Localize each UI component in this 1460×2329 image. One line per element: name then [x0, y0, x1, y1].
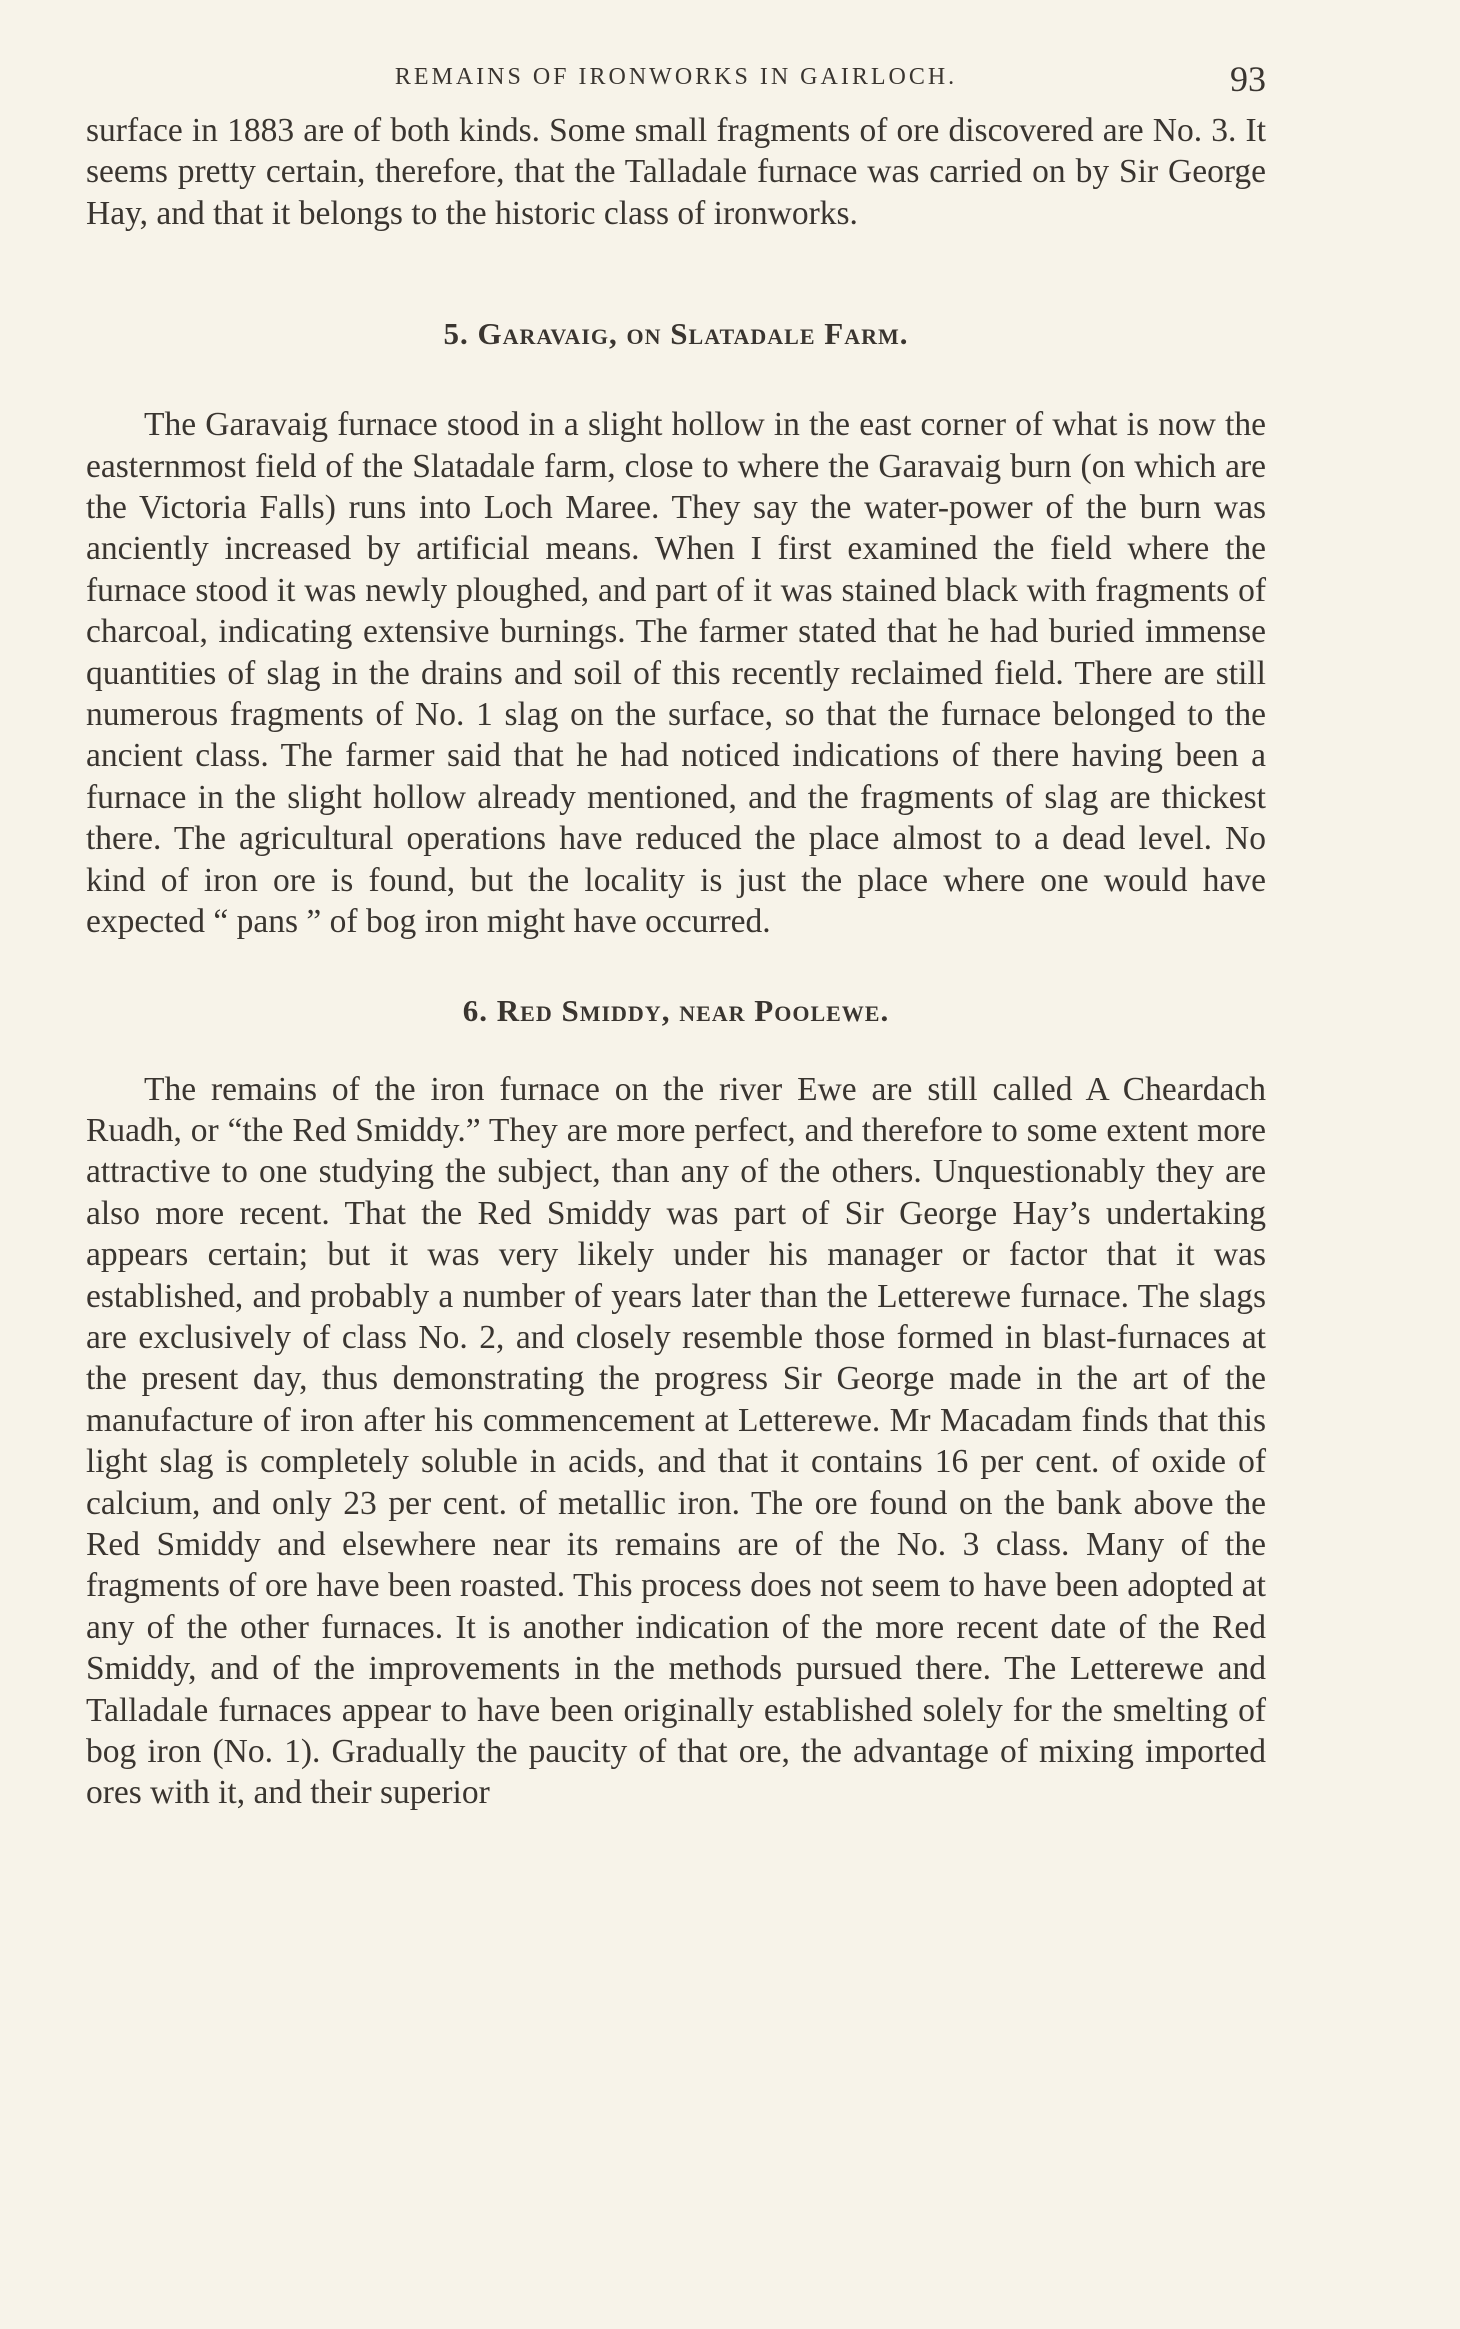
section-5-paragraph: The Garavaig furnace stood in a slight hollow in the east corner of what is now the easternmost field of the Slatadale farm, close to where the Garavaig burn (on which are the Victoria Falls) runs into Loch Maree. They say the water-power of the burn was anciently increased by artificial means. When I first examined the field where the furnace stood it was newly ploughed, and part of it was stained black with fragments of charcoal, indicating extensive burnings. The farmer stated that he had buried immense quantities of slag in the drains and soil of this recently reclaimed field. There are still numerous fragments of No. 1 slag on the surface, so that the furnace belonged to the ancient class. The farmer said that he had noticed indications of there having been a furnace in the slight hollow already mentioned, and the fragments of slag are thickest there. The agricultural operations have reduced the place almost to a dead level. No kind of iron ore is found, but the locality is just the place where one would have expected “ pans ” of bog iron might have occurred. — [86, 406, 1266, 941]
running-head-title: REMAINS OF IRONWORKS IN GAIRLOCH. — [394, 64, 958, 90]
intro-paragraph: surface in 1883 are of both kinds. Some small fragments of ore discovered are No. 3. It seems pretty certain, therefore, that the Talladale furnace was carried on by Sir George Hay, and that it belongs to the historic class of ironworks. — [86, 112, 1266, 232]
section-5-heading — [86, 316, 1266, 352]
section-6-paragraph: The remains of the iron furnace on the river Ewe are still called A Cheardach Ruadh, or “the Red Smiddy.” They are more perfect, and therefore to some extent more attractive to one studying the subject, than any of the others. Unquestionably they are also more recent. That the Red Smiddy was part of Sir George Hay’s undertaking appears certain; but it was very likely under his manager or factor that it was established, and probably a number of years later than the Letterewe furnace. The slags are exclusively of class No. 2, and closely resemble those formed in blast-furnaces at the present day, thus demonstrating the progress Sir George made in the art of the manufacture of iron after his commencement at Letterewe. Mr Macadam finds that this light slag is completely soluble in acids, and that it contains 16 per cent. of oxide of calcium, and only 23 per cent. of metallic iron. The ore found on the bank above the Red Smiddy and elsewhere near its remains are of the No. 3 class. Many of the fragments of ore have been roasted. This process does not seem to have been adopted at any of the other furnaces. It is another indication of the more recent date of the Red Smiddy, and of the improvements in the methods pursued there. The Letterewe and Talladale furnaces appear to have been originally established solely for the smelting of bog iron (No. 1). Gradually the paucity of that ore, the advantage of mixing imported ores with it, and their superior — [86, 1070, 1266, 1812]
section-6-heading — [86, 993, 1266, 1029]
body-text — [86, 110, 1266, 1814]
section-5-heading-text: 5. Garavaig, on Slatadale Farm. — [443, 316, 909, 352]
book-page — [86, 60, 1266, 2300]
section-6-heading-text: 6. Red Smiddy, near Poolewe. — [462, 992, 890, 1028]
page-number: 93 — [1230, 59, 1266, 99]
running-head — [86, 60, 1266, 110]
